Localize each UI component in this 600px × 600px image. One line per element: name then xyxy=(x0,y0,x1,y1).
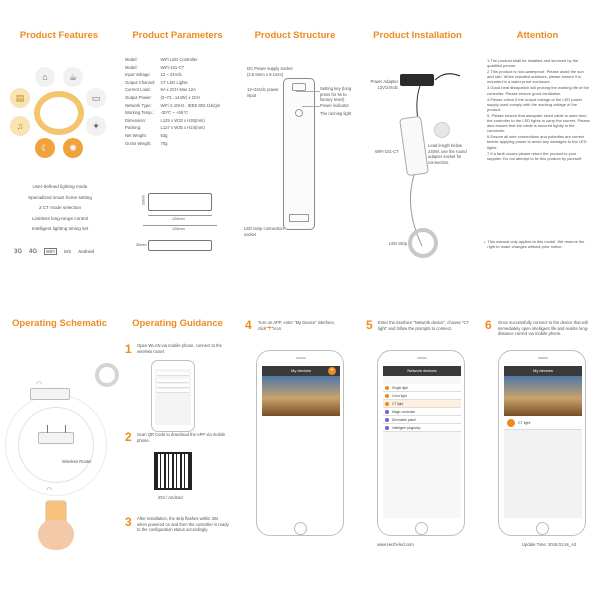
param-row: Packing: L127 x W35 x H24(mm) xyxy=(125,125,205,131)
3g-badge: 3G xyxy=(14,248,23,255)
led-strip-coil xyxy=(34,91,84,135)
step-4-text: Turn on APP, enter "My Device" interface, click"+"icon. xyxy=(258,320,335,332)
feature-line: Limitless long-range control xyxy=(31,215,89,221)
param-row: Model: WiFi-101-CT xyxy=(125,64,185,70)
attention-item: 7.If a fault occurs please return the product to your supplier. Do not attempt to fix this product by yourself. xyxy=(487,150,583,161)
network-row[interactable]: Color light xyxy=(383,392,461,400)
plus-icon: + xyxy=(267,324,272,332)
step-number: 3 xyxy=(125,515,132,529)
dim-length-outer: 125mm xyxy=(172,227,185,231)
attention-item: 1.The product shall be installed and serviced by the qualified person. xyxy=(487,58,579,69)
network-row[interactable]: Magic controller xyxy=(383,408,461,416)
home-button[interactable] xyxy=(294,522,307,535)
param-row: Model: WiFi LED Controller xyxy=(125,57,198,62)
led-strip-reel xyxy=(95,363,119,387)
install-note: Lead length below 240W, use the round adapter socket for connection. xyxy=(428,143,467,165)
attention-item: 4.Please check if the output voltage of the LED power supply used comply with the working voltage of the product. xyxy=(487,96,583,112)
feature-line: Intelligent lighting timing set xyxy=(31,226,89,231)
dc-socket-label: DC Power supply socket (3.5.5mm x 9.1mm) xyxy=(247,66,293,77)
update-time-label: Update Time: 2018.01.8s_A2 xyxy=(522,542,577,547)
hand-shape xyxy=(38,520,74,550)
adapter-label: Power Adapter 12V/24Vdc xyxy=(370,79,398,90)
wifi-module-icon xyxy=(434,122,450,138)
home-button[interactable] xyxy=(415,522,428,535)
param-row: Network Type: WiFi 2.4GHz , IEEE 802.11b/g/n xyxy=(125,102,221,108)
attention-note: • This manual only applies to this model. We reserve the right to make changes without prior notice. xyxy=(484,239,585,250)
android-badge: Android xyxy=(78,249,95,254)
attention-item: 3.Good heat dissipation will prolong the working life of the controller. Please ensure good ventilation. xyxy=(487,85,590,96)
app-title-bar: My devices xyxy=(262,366,340,376)
tv-icon: ▭ xyxy=(86,88,106,108)
step-5-text: Enter the interface "Network device", choose "CT light" and follow the prompts to connect. xyxy=(378,320,469,331)
wifi-badge: WiFi xyxy=(46,249,55,254)
router-label: Wireless Router xyxy=(62,459,92,464)
coffee-icon: ☕ xyxy=(63,67,83,87)
led-strip-reel xyxy=(408,228,438,258)
setting-key-label: Setting key (long press for 5s to factory reset) xyxy=(320,86,352,103)
led-socket-label: LED lamp connection socket xyxy=(244,226,284,237)
4g-badge: 4G xyxy=(29,248,38,255)
param-row: Output Channel: CT LED Lights xyxy=(125,79,188,85)
step-number: 5 xyxy=(366,318,373,332)
website-label: www.Hezhi-led.com xyxy=(377,542,414,547)
phone-step6 xyxy=(498,350,586,536)
parameters-heading: Product Parameters xyxy=(132,30,223,41)
param-row: Dimension: L125 x W33 x H30(mm) xyxy=(125,117,205,123)
attention-list xyxy=(487,58,591,162)
step-number: 1 xyxy=(125,342,132,356)
qr-code[interactable] xyxy=(154,452,192,490)
attention-item: 5. Please ensure that adequate sized cable is used from the controller to the LED lights to carry the current. Please also ensure that the cable is secured tightly in the connector. xyxy=(487,112,590,134)
lamp-icon: ✦ xyxy=(86,116,106,136)
installation-heading: Product Installation xyxy=(373,30,462,41)
model-label: WiFi-101-CT xyxy=(375,149,399,154)
hero-image xyxy=(262,376,340,416)
controller-drawing xyxy=(283,78,315,230)
param-row: Current Load: 6A x 2CH Max 12A xyxy=(125,87,196,93)
dim-width-label: 33mm xyxy=(141,194,146,206)
step-2-text: Scan QR Code to download the APP via mobile phone. xyxy=(137,432,226,443)
phone-step4 xyxy=(256,350,344,536)
ios-badge: iOS xyxy=(63,249,72,254)
moon-icon: ☾ xyxy=(35,138,55,158)
step-6-text: Once successfully connect to the device that will immediately open intelligent life and realize long-distance control via mobile phone. xyxy=(498,320,589,337)
book-icon: ▤ xyxy=(10,88,30,108)
guidance-heading: Operating Guidance xyxy=(132,318,223,329)
param-row: Output Power: (0~72...144W) x 2CH xyxy=(125,94,200,100)
phone-step5 xyxy=(377,350,465,536)
schematic-heading: Operating Schematic xyxy=(12,318,108,329)
add-device-button[interactable]: + xyxy=(329,367,335,374)
parameters-table xyxy=(125,56,225,147)
network-row[interactable]: Single light xyxy=(383,384,461,392)
headphone-icon: ♫ xyxy=(10,116,30,136)
home-icon: ⌂ xyxy=(35,67,55,87)
step-number: 4 xyxy=(245,318,252,332)
controller-box xyxy=(30,388,70,400)
hero-image xyxy=(504,376,582,416)
param-row: Gross Weight: 70g xyxy=(125,140,168,146)
step-1-text: Open WLAN via mobile phone, connect to the wireless router. xyxy=(137,343,222,354)
controller-top-drawing xyxy=(148,193,212,211)
features-heading: Product Features xyxy=(19,30,99,41)
wifi-signal-icon: ◠ xyxy=(36,381,43,388)
phone-step1 xyxy=(151,360,195,432)
attention-heading: Attention xyxy=(516,30,559,41)
step-number: 6 xyxy=(485,318,492,332)
network-row-ct-light[interactable]: CT light xyxy=(383,400,461,408)
device-list-empty xyxy=(262,416,340,518)
network-row[interactable]: Dimmable panel xyxy=(383,416,461,424)
qr-caption: iOS / Android xyxy=(158,495,183,500)
dim-height-label: 30mm xyxy=(136,243,147,247)
feature-line: Specialized smart home setting xyxy=(28,194,92,200)
home-button[interactable] xyxy=(536,522,549,535)
feature-line: 2 CT mode selection xyxy=(38,205,82,210)
device-card-ct-light[interactable]: CT light xyxy=(504,416,582,430)
attention-item: 2.This product is non-waterproof. Please avoid the sun and rain. When installed outdoors, please ensure it is mounted in a water proof enclosure. xyxy=(487,69,584,85)
running-light-label: The running light xyxy=(320,111,352,116)
dim-line xyxy=(148,215,212,216)
signal-ring xyxy=(5,394,107,496)
param-row: Net Weight: 53g xyxy=(125,132,168,138)
power-indicator-label: Power indicator xyxy=(320,103,349,108)
dim-length-inner: 120mm xyxy=(172,217,185,221)
router-box xyxy=(38,432,74,444)
bulb-icon: ✺ xyxy=(63,138,83,158)
controller-side-drawing xyxy=(148,240,212,251)
network-row[interactable]: Intelligent pluglamp xyxy=(383,424,461,432)
step-3-text: After installation, the strip flashes within 30s when powered on and then the controller is ready to the configuration status accordingly. xyxy=(137,516,229,533)
structure-heading: Product Structure xyxy=(254,30,336,41)
step-number: 2 xyxy=(125,430,132,444)
wifi-signal-icon: ◠ xyxy=(46,487,53,494)
app-title-bar: Network devices xyxy=(383,366,461,376)
power-input-label: 12~24Vdc power input xyxy=(247,87,279,98)
attention-item: 6.Ensure all wire connections and polarities are correct before applying power to avoid any damages to the LED lights. xyxy=(487,134,587,150)
app-title-bar: My devices xyxy=(504,366,582,376)
param-row: Input Voltage: 12 ~ 24Vdc xyxy=(125,72,182,78)
dim-line xyxy=(143,225,217,226)
param-row: Working Temp.: -30℃ ~ +55℃ xyxy=(125,110,188,116)
strip-label: LED Strip xyxy=(389,241,407,246)
feature-line: User-defined lighting mode xyxy=(32,184,88,189)
